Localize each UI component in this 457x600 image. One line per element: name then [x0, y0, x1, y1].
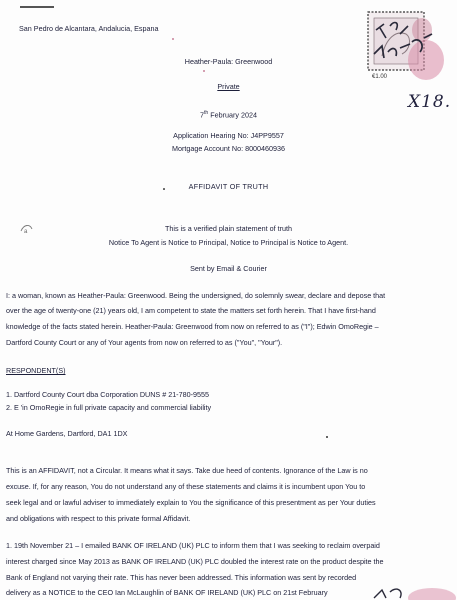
- statement-line: This is a verified plain statement of truth: [164, 224, 293, 233]
- respondent-item-2: 2. E 'in OmoRegie in full private capacity and commercial liability: [6, 403, 212, 412]
- para1-line3: knowledge of the facts stated herein. Heather-Paula: Greenwood from now on referred to as ("I"); Edwin OmoRegie –: [6, 322, 379, 331]
- date-rest: February 2024: [210, 110, 257, 120]
- notice-line: Notice To Agent is Notice to Principal, Notice to Principal is Notice to Agent.: [108, 238, 349, 247]
- para1-line2: over the age of twenty-one (21) years old, I am competent to state the matters set forth herein. That I have first-hand: [6, 306, 376, 315]
- mortgage-account-number: Mortgage Account No: 8000460936: [171, 144, 286, 153]
- svg-text:a: a: [24, 229, 28, 234]
- para3-line4: delivery as a NOTICE to the CEO Ian McLaughlin of BANK OF IRELAND (UK) PLC on 21st February: [6, 588, 328, 597]
- document-date: [0, 110, 457, 119]
- respondent-address: At Home Gardens, Dartford, DA1 1DX: [6, 429, 128, 438]
- application-hearing-number: Application Hearing No: J4PP9557: [173, 131, 284, 140]
- sender-location: San Pedro de Alcantara, Andalucia, Espana: [19, 24, 159, 33]
- paper-speck: [326, 436, 328, 438]
- para1-line1: I: a woman, known as Heather-Paula: Greenwood. Being the undersigned, do solemnly swear, declare and depose that: [6, 291, 386, 300]
- document-title: AFFIDAVIT OF TRUTH: [188, 182, 269, 191]
- respondents-heading: RESPONDENT(S): [6, 366, 66, 375]
- delivery-method: Sent by Email & Courier: [190, 264, 267, 273]
- paper-speck: [163, 188, 165, 190]
- classification-private: Private: [217, 82, 240, 91]
- paper-speck: [203, 70, 205, 72]
- para2-line2: excuse. If, for any reason, You do not understand any of these statements and claims it is incumbent upon You to: [6, 482, 366, 491]
- para3-line2: interest charged since May 2013 as BANK OF IRELAND (UK) PLC doubled the interest rate on the product despite the: [6, 557, 384, 566]
- para2-line4: and obligations with respect to this private formal Affidavit.: [6, 514, 191, 523]
- bottom-stamp-fragment: [372, 584, 457, 600]
- para3-line3: Bank of England not varying their rate. This has never been addressed. This information was sent by recorded: [6, 573, 357, 582]
- para2-line1: This is an AFFIDAVIT, not a Circular. It means what it says. Take due heed of contents. Ignorance of the Law is no: [6, 466, 368, 475]
- date-suffix: th: [204, 110, 209, 116]
- para1-line4: Dartford County Court or any of Your agents from now on referred to as ("You", "Your").: [6, 338, 283, 347]
- date-day: 7: [200, 110, 205, 120]
- para2-line3: seek legal and or lawful adviser to immediately explain to You the significance of this presentment as per Your duties: [6, 498, 376, 507]
- respondent-item-1: 1. Dartford County Court dba Corporation DUNS # 21-780-9555: [6, 390, 209, 399]
- author-name: Heather-Paula: Greenwood: [184, 57, 273, 66]
- stamp-value: €1.00: [372, 74, 388, 80]
- paper-speck: [172, 38, 174, 40]
- top-edge-mark: [20, 6, 54, 8]
- handwritten-reference: X18.: [408, 92, 452, 112]
- para3-line1: 1. 19th November 21 – I emailed BANK OF IRELAND (UK) PLC to inform them that I was seeking to reclaim overpaid: [6, 541, 380, 550]
- postage-stamp: [366, 8, 446, 86]
